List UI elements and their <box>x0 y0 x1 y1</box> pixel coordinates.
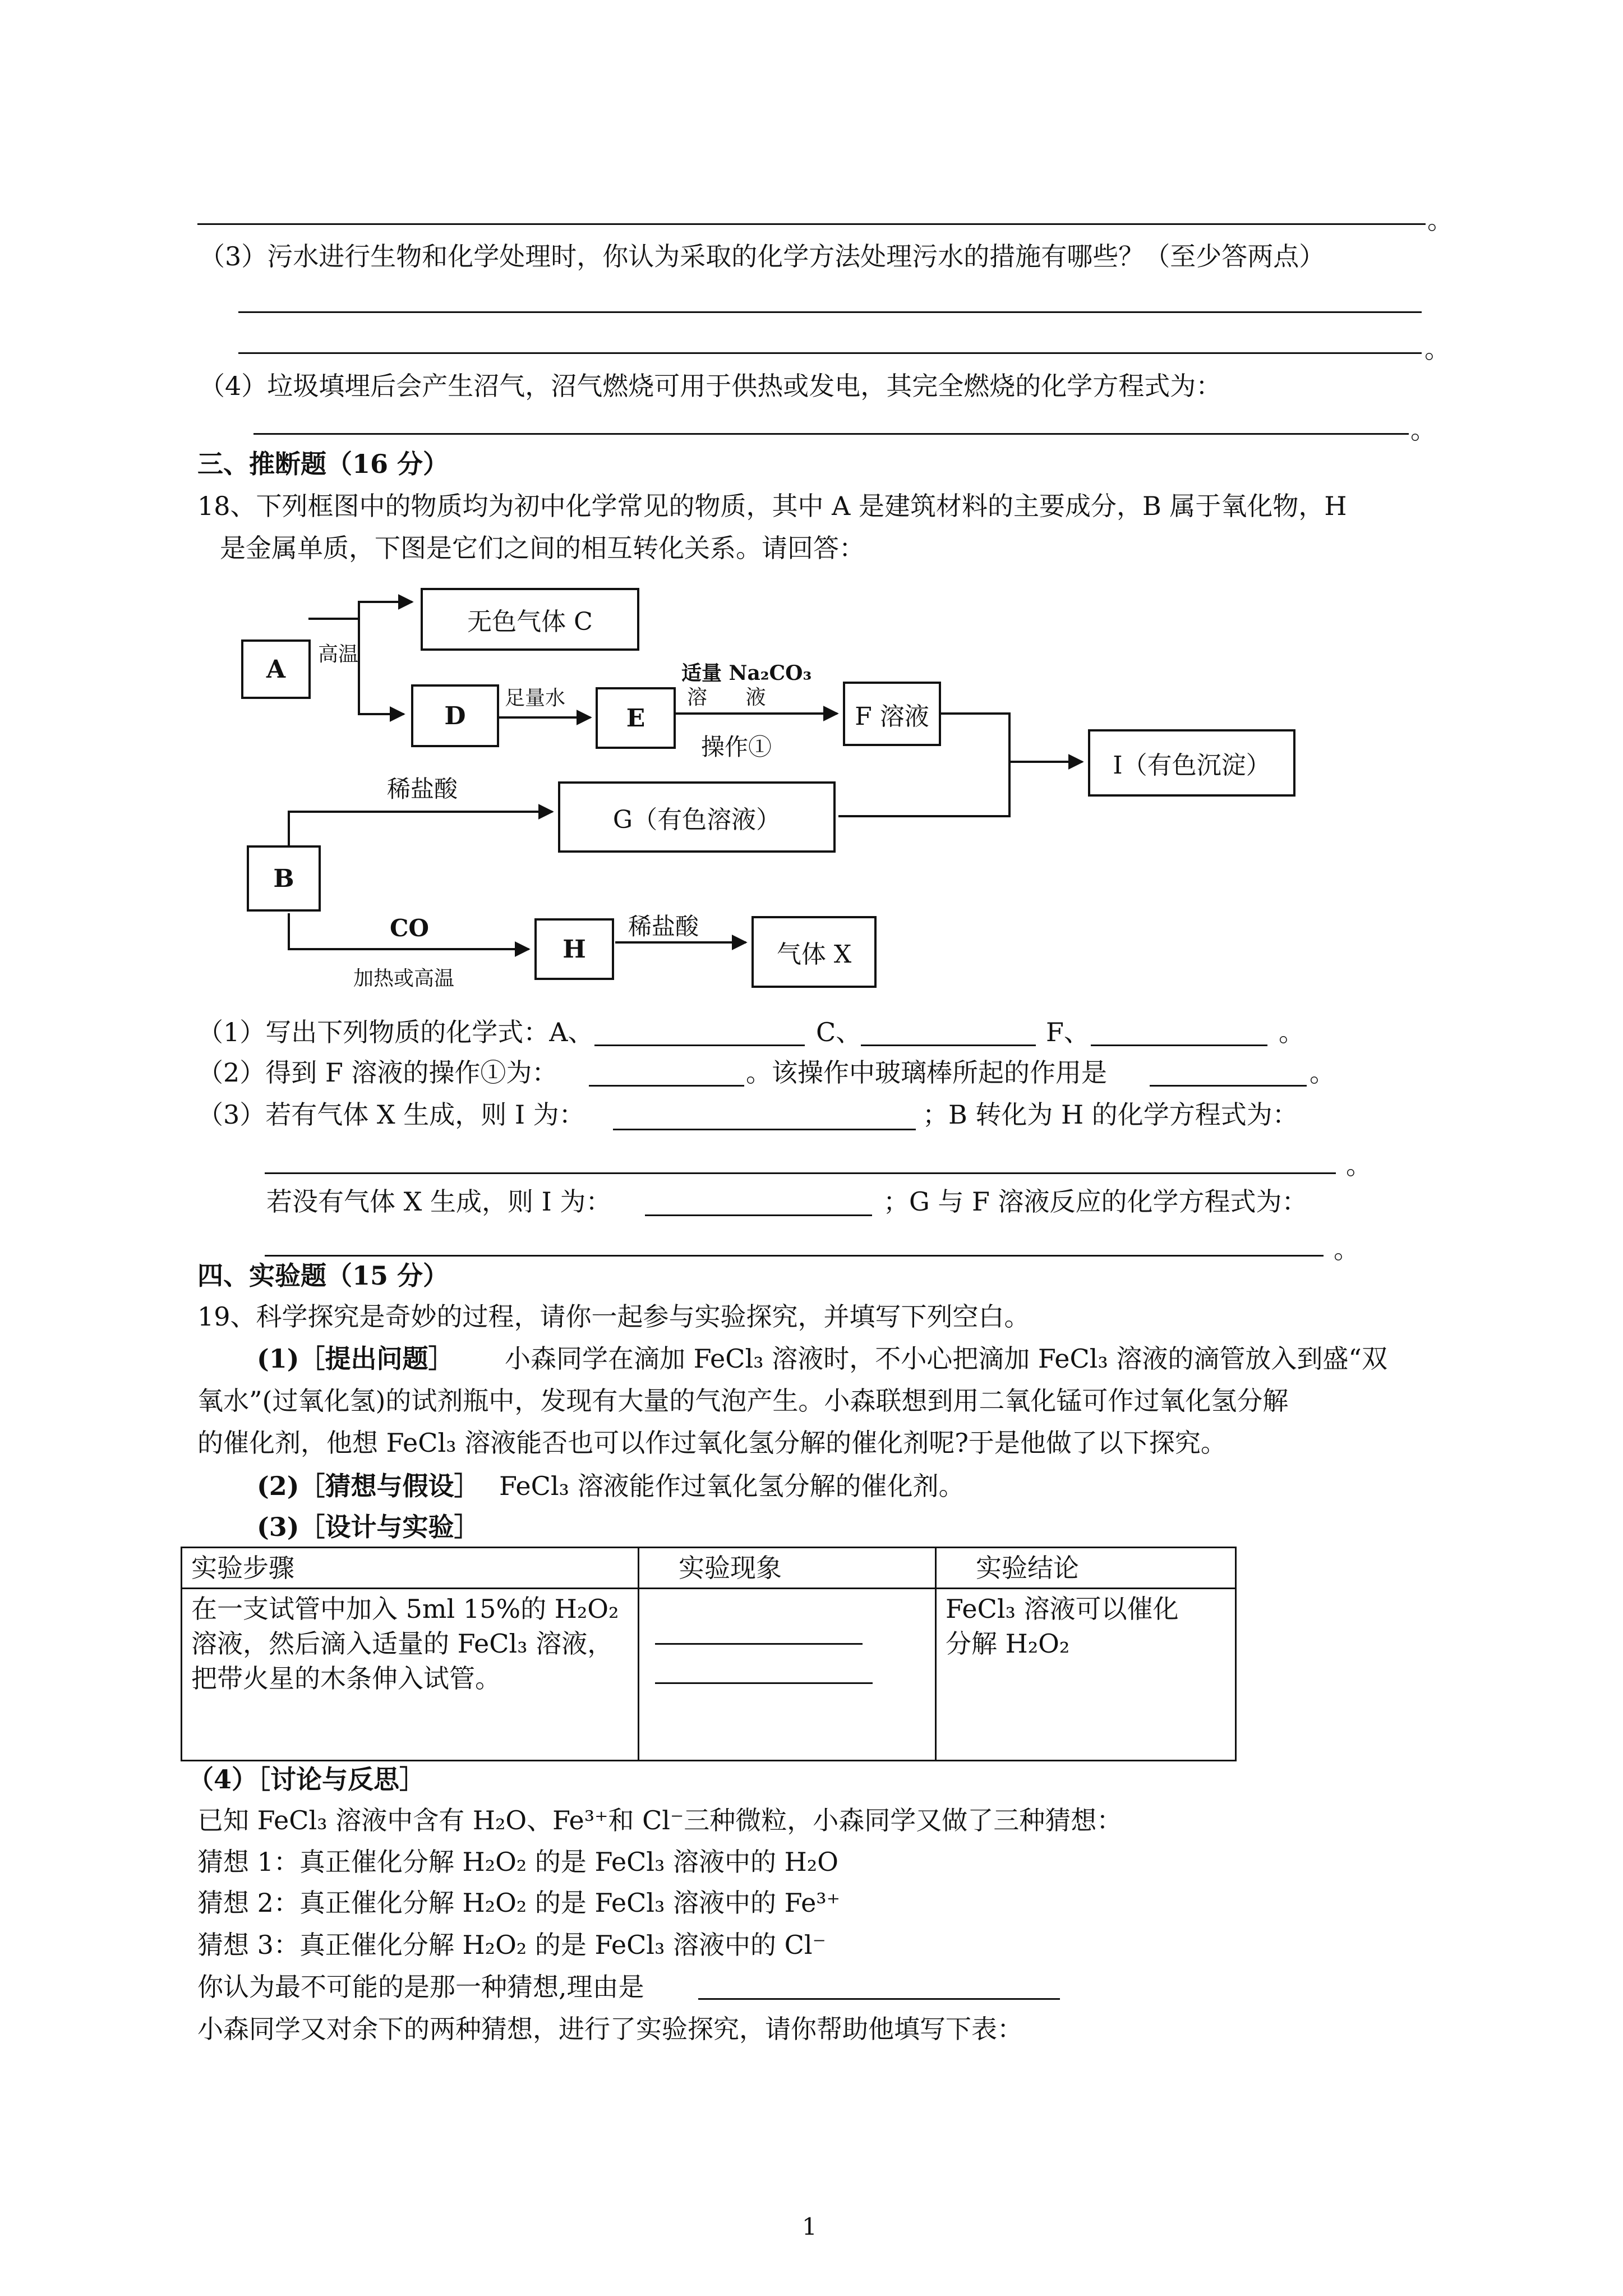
label-water: 足量水 <box>505 687 566 710</box>
blank-c[interactable] <box>861 1045 1036 1046</box>
box-f: F 溶液 <box>843 682 941 746</box>
blank-glass-rod[interactable] <box>1150 1085 1307 1087</box>
conclusion-line: FeCl₃ 溶液可以催化 <box>946 1594 1179 1624</box>
blank-i-with-x[interactable] <box>613 1129 916 1130</box>
label-solution: 溶 液 <box>687 686 766 709</box>
blank-operation[interactable] <box>589 1085 744 1087</box>
cell-phenomenon[interactable] <box>639 1589 936 1761</box>
label-operation-1: 操作① <box>701 733 772 761</box>
header-phenomenon: 实验现象 <box>639 1548 936 1589</box>
conclusion-line: 分解 H₂O₂ <box>946 1628 1070 1659</box>
box-e: E <box>596 687 676 749</box>
section3-heading: 三、推断题（16 分） <box>197 449 449 479</box>
experiment-table <box>181 1547 1237 1761</box>
q18-part3-c: 若没有气体 X 生成，则 I 为： <box>266 1186 612 1217</box>
q18-stem-line1: 18、下列框图中的物质均为初中化学常见的物质，其中 A 是建筑材料的主要成分，B 属于氧化物，H <box>197 491 1347 521</box>
step1-line3: 的催化剂，他想 FeCl₃ 溶液能否也可以作过氧化氢分解的催化剂呢?于是他做了以下探究。 <box>197 1428 1227 1458</box>
box-d: D <box>411 684 499 747</box>
discussion-line1: 已知 FeCl₃ 溶液中含有 H₂O、Fe³⁺和 Cl⁻三种微粒，小森同学又做了三种猜想： <box>197 1805 1123 1835</box>
q19-stem: 19、科学探究是奇妙的过程，请你一起参与实验探究，并填写下列空白。 <box>197 1301 1030 1332</box>
end-mark: 。 <box>1424 334 1450 364</box>
step1-label: (1)［提出问题］ <box>257 1343 454 1374</box>
cell-conclusion <box>936 1589 1236 1761</box>
box-b: B <box>247 845 321 912</box>
guess-1: 猜想 1：真正催化分解 H₂O₂ 的是 FeCl₃ 溶液中的 H₂O <box>197 1847 838 1877</box>
label-na2co3: 适量 Na₂CO₃ <box>681 661 812 685</box>
step3-label: (3)［设计与实验］ <box>257 1512 480 1542</box>
phenomenon-blank[interactable] <box>655 1682 873 1684</box>
end-mark: 。 <box>1334 1234 1359 1264</box>
q18-part2-b: 。该操作中玻璃棒所起的作用是 <box>746 1057 1107 1088</box>
blank-i-without-x[interactable] <box>645 1214 872 1216</box>
q18-part3-b: ；B 转化为 H 的化学方程式为： <box>923 1099 1298 1130</box>
label-high-temp: 高温 <box>318 643 359 666</box>
discussion-label: （4）［讨论与反思］ <box>188 1764 426 1795</box>
phenomenon-blank[interactable] <box>655 1643 863 1645</box>
flow-diagram-connectors <box>0 0 1623 1010</box>
q18-stem-line2: 是金属单质，下图是它们之间的相互转化关系。请回答： <box>220 533 865 563</box>
step-line: 溶液，然后滴入适量的 FeCl₃ 溶液， <box>191 1628 614 1659</box>
end-mark: 。 <box>1427 205 1453 235</box>
step-line: 在一支试管中加入 5ml 15%的 H₂O₂ <box>191 1594 619 1624</box>
box-x: 气体 X <box>751 916 877 988</box>
step-line: 把带火星的木条伸入试管。 <box>191 1663 501 1694</box>
section4-heading: 四、实验题（15 分） <box>197 1260 449 1291</box>
label-heat: 加热或高温 <box>353 967 455 990</box>
q18-part3-d: ；G 与 F 溶液反应的化学方程式为： <box>883 1186 1308 1217</box>
end-mark: 。 <box>1310 1057 1335 1088</box>
q18-part3-a: （3）若有气体 X 生成，则 I 为： <box>197 1099 585 1130</box>
box-g: G（有色溶液） <box>558 781 836 853</box>
box-c: 无色气体 C <box>421 588 639 651</box>
blank-equation-g-f[interactable] <box>265 1255 1324 1257</box>
guess-2: 猜想 2：真正催化分解 H₂O₂ 的是 FeCl₃ 溶液中的 Fe³⁺ <box>197 1888 841 1918</box>
step1-line1: 小森同学在滴加 FeCl₃ 溶液时，不小心把滴加 FeCl₃ 溶液的滴管放入到盛“双 <box>505 1343 1387 1374</box>
discussion-last: 小森同学又对余下的两种猜想，进行了实验探究，请你帮助他填写下表： <box>197 2014 1023 2044</box>
q18-part2-a: （2）得到 F 溶液的操作①为： <box>197 1057 558 1088</box>
blank-f[interactable] <box>1091 1045 1267 1046</box>
header-conclusion: 实验结论 <box>936 1548 1236 1589</box>
cell-steps <box>182 1589 639 1761</box>
page-number: 1 <box>802 2213 817 2240</box>
reason-blank[interactable] <box>698 1998 1060 2000</box>
label-dilute-hcl-2: 稀盐酸 <box>628 913 699 940</box>
step2-label: (2)［猜想与假设］ <box>257 1471 480 1501</box>
guess-3: 猜想 3：真正催化分解 H₂O₂ 的是 FeCl₃ 溶液中的 Cl⁻ <box>197 1930 826 1960</box>
blank-equation-b-h[interactable] <box>265 1172 1336 1174</box>
blank-a[interactable] <box>594 1045 805 1046</box>
q18-part1-f: F、 <box>1046 1017 1090 1047</box>
q18-part1-c: C、 <box>816 1017 862 1047</box>
end-mark: 。 <box>1410 415 1436 445</box>
step1-line2: 氧水”(过氧化氢)的试剂瓶中，发现有大量的气泡产生。小森联想到用二氧化锰可作过氧化氢分解 <box>197 1386 1289 1416</box>
end-mark: 。 <box>1346 1150 1372 1180</box>
q17-part4: （4）垃圾填埋后会产生沼气，沼气燃烧可用于供热或发电，其完全燃烧的化学方程式为： <box>199 371 1222 401</box>
q18-part1-a: （1）写出下列物质的化学式：A、 <box>197 1017 594 1047</box>
box-a: A <box>241 639 311 699</box>
step2-text: FeCl₃ 溶液能作过氧化氢分解的催化剂。 <box>499 1471 965 1501</box>
box-i: I（有色沉淀） <box>1088 729 1295 797</box>
label-dilute-hcl-1: 稀盐酸 <box>387 775 458 803</box>
box-h: H <box>534 918 614 980</box>
label-co: CO <box>390 914 430 942</box>
reason-question: 你认为最不可能的是那一种猜想,理由是 <box>197 1972 644 2002</box>
end-mark: 。 <box>1279 1017 1304 1047</box>
q17-part3: （3）污水进行生物和化学处理时，你认为采取的化学方法处理污水的措施有哪些？（至少答两点） <box>199 241 1325 272</box>
header-steps: 实验步骤 <box>182 1548 639 1589</box>
